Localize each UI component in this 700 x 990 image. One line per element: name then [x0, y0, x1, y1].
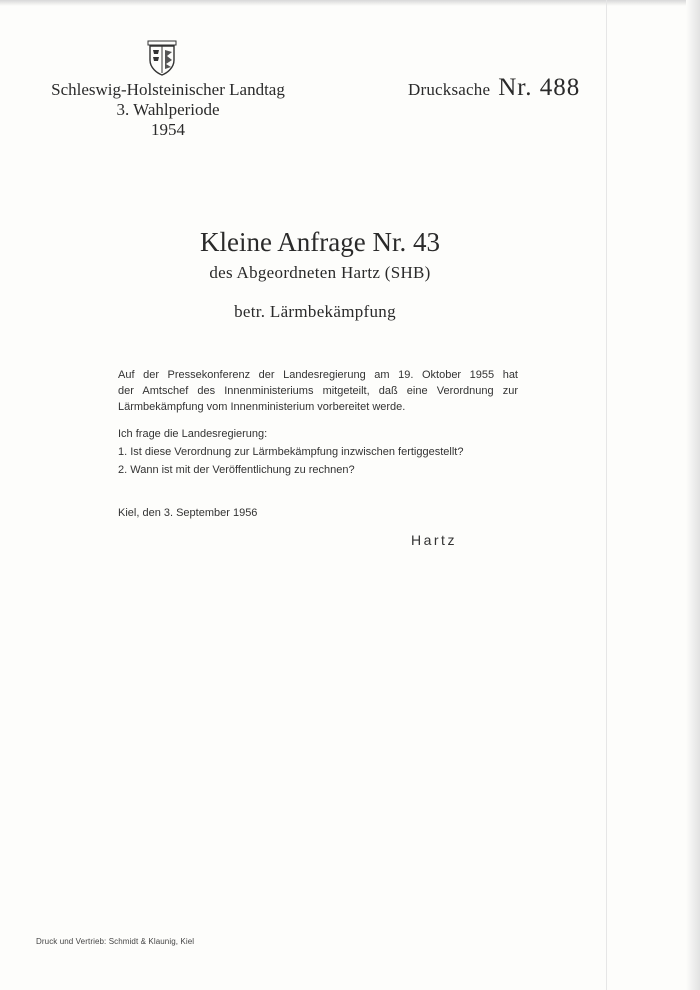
scan-fold-line: [606, 0, 607, 990]
drucksache-number: Nr. 488: [498, 74, 581, 101]
question-item: 2. Wann ist mit der Veröffentlichung zu rechnen?: [118, 464, 355, 476]
document-subtitle: des Abgeordneten Hartz (SHB): [209, 263, 431, 282]
intro-paragraph: [118, 367, 518, 415]
drucksache-label: Drucksache: [408, 80, 491, 99]
coat-of-arms-icon: [145, 40, 179, 76]
question-item: 1. Ist diese Verordnung zur Lärmbekämpfung inzwischen fertiggestellt?: [118, 446, 464, 458]
document-number: [408, 74, 598, 102]
paragraph-line: der Amtschef des Innenministeriums mitgeteilt, daß eine Verordnung zur: [118, 385, 518, 397]
document-title: Kleine Anfrage Nr. 43: [200, 227, 440, 257]
parliament-name: Schleswig-Holsteinischer Landtag: [51, 80, 285, 99]
legislative-period: 3. Wahlperiode: [116, 100, 220, 119]
paragraph-line: Auf der Pressekonferenz der Landesregierung am 19. Oktober 1955 hat: [118, 369, 518, 381]
paragraph-line: Lärmbekämpfung vom Innenministerium vorbereitet werde.: [118, 401, 406, 413]
document-subject: betr. Lärmbekämpfung: [234, 302, 396, 321]
printer-footer: Druck und Vertrieb: Schmidt & Klaunig, Kiel: [36, 937, 195, 946]
scan-edge-top: [0, 0, 700, 6]
question-intro: Ich frage die Landesregierung:: [118, 428, 268, 440]
place-date-line: Kiel, den 3. September 1956: [118, 507, 258, 519]
parliament-header: [38, 80, 298, 140]
signature: Hartz: [411, 532, 457, 548]
scan-edge-right: [686, 0, 700, 990]
header-year: 1954: [151, 120, 185, 139]
